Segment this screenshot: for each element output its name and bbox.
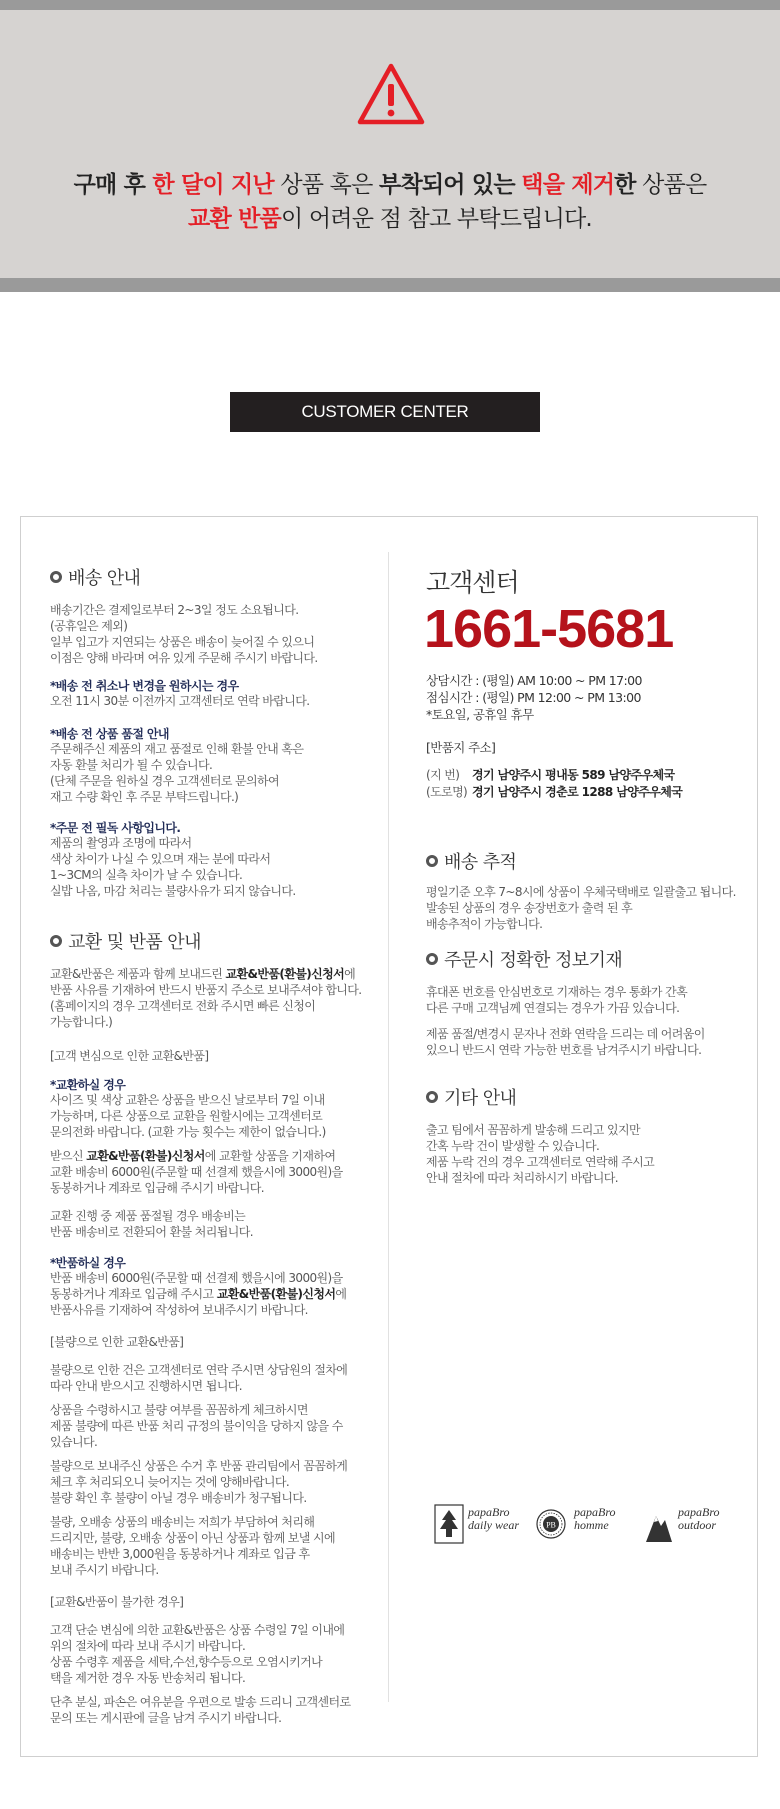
- shipping-cancel-heading: *배송 전 취소나 변경을 원하시는 경우: [50, 679, 239, 693]
- address-value: 경기 남양주시 경춘로 1288 남양주우체국: [472, 785, 683, 799]
- banner-highlight: 택을 제거: [521, 172, 615, 198]
- section-title-exchange: [50, 928, 201, 954]
- banner-bold: 부착되어 있는: [379, 172, 515, 198]
- brand-logo-daily-wear: [434, 1502, 526, 1546]
- section-title-text: 교환 및 반품 안내: [68, 932, 201, 953]
- section-title-shipping: [50, 564, 140, 590]
- customer-center-phone: 1661-5681: [424, 599, 674, 659]
- section-title-text: 주문시 정확한 정보기재: [444, 950, 623, 971]
- return-text: [50, 1270, 346, 1318]
- order-info-text-2: 제품 품절/변경시 문자나 전화 연락을 드리는 데 어려움이 있으니 반드시 연락 가능한 번호를 남겨주시기 바랍니다.: [426, 1027, 705, 1057]
- svg-text:PB: PB: [546, 1520, 556, 1530]
- address-label: (지 번): [426, 768, 460, 782]
- shipping-cancel-text: 오전 11시 30분 이전까지 고객센터로 연락 바랍니다.: [50, 694, 310, 708]
- exchange-form-text: [50, 1148, 343, 1196]
- address-value: 경기 남양주시 평내동 589 남양주우체국: [472, 768, 675, 782]
- defect-text-4: 불량, 오배송 상품의 배송비는 저희가 부담하여 처리해 드리지만, 불량, 오배송 상품이 아닌 상품과 함께 보낼 시에 배송비는 반반 3,000원을 동봉하거나 계좌로 입금 후 보내 주시기 바랍니다.: [50, 1515, 335, 1577]
- circle-bullet-icon: [426, 855, 438, 867]
- customer-center-header: CUSTOMER CENTER: [230, 392, 540, 432]
- banner-text: 구매 후: [73, 172, 153, 198]
- tree-logo-icon: [434, 1504, 464, 1544]
- defect-text-2: 상품을 수령하시고 불량 여부를 꼼꼼하게 체크하시면 제품 불량에 따른 반품 처리 규정의 불이익을 당하지 않을 수 있습니다.: [50, 1403, 343, 1449]
- text-span: 에 반품사유를 기재하여 작성하여 보내주시기 바랍니다.: [50, 1287, 347, 1317]
- shipping-notice-text: 제품의 촬영과 조명에 따라서 색상 차이가 나실 수 있으며 재는 분에 따라서 1~3CM의 실측 차이가 날 수 있습니다. 실밥 나옴, 마감 처리는 불량사유가 되지 않습니다.: [50, 836, 296, 898]
- return-address-jibun: [426, 766, 674, 783]
- circle-bullet-icon: [426, 1091, 438, 1103]
- exchange-text: 사이즈 및 색상 교환은 상품을 받으신 날로부터 7일 이내 가능하며, 다른 상품으로 교환을 원할시에는 고객센터로 문의전화 바랍니다. (교환 가능 횟수는 제한이 없습니다.): [50, 1093, 326, 1139]
- circle-bullet-icon: [426, 953, 438, 965]
- defect-text-1: 불량으로 인한 건은 고객센터로 연락 주시면 상담원의 절차에 따라 안내 받으시고 진행하시면 됩니다.: [50, 1363, 348, 1393]
- exchange-category-not-allowed: [교환&반품이 불가한 경우]: [50, 1595, 184, 1609]
- customer-center-title: 고객센터: [426, 568, 519, 597]
- customer-center-hours: 상담시간 : (평일) AM 10:00 ~ PM 17:00 점심시간 : (평일) PM 12:00 ~ PM 13:00 *토요일, 공휴일 휴무: [426, 673, 642, 722]
- section-title-text: 배송 추적: [444, 852, 517, 873]
- section-title-other: [426, 1084, 516, 1110]
- banner-text: 상품 혹은: [273, 172, 380, 198]
- shipping-period-text: 배송기간은 결제일로부터 2~3일 정도 소요됩니다. (공휴일은 제외) 일부 입고가 지연되는 상품은 배송이 늦어질 수 있으니 이점은 양해 바라며 여유 있게 주문해 주시기 바랍니다.: [50, 603, 318, 665]
- text-span: 교환&반품은 제품과 함께 보내드린: [50, 967, 226, 981]
- banner-highlight: 교환 반품: [188, 206, 281, 232]
- banner-notice-line-2: [0, 200, 780, 233]
- exchange-soldout-text: 교환 진행 중 제품 품절될 경우 배송비는 반품 배송비로 전환되어 환불 처리됩니다.: [50, 1209, 253, 1239]
- return-address-title: [반품지 주소]: [426, 740, 496, 755]
- shipping-soldout-text: 주문해주신 제품의 재고 품절로 인해 환불 안내 혹은 자동 환불 처리가 될 수 있습니다. (단체 주문을 원하실 경우 고객센터로 문의하여 재고 수량 확인 후 주문 부탁드립니다.): [50, 742, 304, 804]
- banner-text: 상품은: [635, 172, 707, 198]
- form-name: 교환&반품(환불)신청서: [216, 1287, 336, 1301]
- text-span: 반품 배송비 6000원(주문할 때 선결제 했을시에 3000원)을 동봉하거나 계좌로 입금해 주시고: [50, 1271, 343, 1301]
- circle-bullet-icon: [50, 935, 62, 947]
- banner-bold: 한: [614, 172, 636, 198]
- banner-top-strip: [0, 0, 780, 10]
- address-label: (도로명): [426, 785, 468, 799]
- section-title-tracking: [426, 848, 516, 874]
- column-divider: [388, 552, 389, 1702]
- banner-highlight: 한 달이 지난: [152, 172, 274, 198]
- not-allowed-text-1: 고객 단순 변심에 의한 교환&반품은 상품 수령일 7일 이내에 위의 절차에 따라 보내 주시기 바랍니다. 상품 수령후 제품을 세탁,수선,향수등으로 오염시키거나 택을 제거한 경우 자동 반송처리 됩니다.: [50, 1623, 345, 1685]
- brand-logo-homme: [534, 1502, 626, 1546]
- not-allowed-text-2: 단추 분실, 파손은 여유분을 우편으로 발송 드리니 고객센터로 문의 또는 게시판에 글을 남겨 주시기 바랍니다.: [50, 1695, 351, 1725]
- warning-banner: [0, 10, 780, 278]
- circle-bullet-icon: [50, 571, 62, 583]
- section-title-order-info: [426, 946, 622, 972]
- other-info-text: 출고 팀에서 꼼꼼하게 발송해 드리고 있지만 간혹 누락 건이 발생할 수 있습니다. 제품 누락 건의 경우 고객센터로 연락해 주시고 안내 절차에 따라 처리하시기 바랍니다.: [426, 1123, 655, 1185]
- banner-notice-line-1: [0, 166, 780, 199]
- section-title-text: 기타 안내: [444, 1088, 517, 1109]
- return-heading: *반품하실 경우: [50, 1256, 126, 1270]
- brand-name: papaBro outdoor: [678, 1505, 720, 1532]
- exchange-heading: *교환하실 경우: [50, 1078, 126, 1092]
- brand-logo-outdoor: [644, 1502, 736, 1546]
- banner-bottom-strip: [0, 278, 780, 292]
- warning-triangle-icon: [356, 62, 426, 126]
- exchange-intro-text: [50, 966, 362, 1030]
- section-title-text: 배송 안내: [68, 568, 141, 589]
- text-span: 에 교환할 상품을 기재하여 교환 배송비 6000원(주문할 때 선결제 했을시에 3000원)을 동봉하거나 계좌로 입금해 주시기 바랍니다.: [50, 1149, 343, 1195]
- banner-text: 이 어려운 점 참고 부탁드립니다.: [280, 206, 592, 232]
- exchange-category-defect: [불량으로 인한 교환&반품]: [50, 1335, 184, 1349]
- shipping-notice-heading: *주문 전 필독 사항입니다.: [50, 821, 181, 835]
- text-span: 받으신: [50, 1149, 87, 1163]
- shipping-soldout-heading: *배송 전 상품 품절 안내: [50, 727, 169, 741]
- order-info-text-1: 휴대폰 번호를 안심번호로 기재하는 경우 통화가 간혹 다른 구매 고객님께 연결되는 경우가 가끔 있습니다.: [426, 985, 688, 1015]
- return-address-road: [426, 783, 682, 800]
- form-name: 교환&반품(환불)신청서: [86, 1149, 205, 1163]
- brand-name: papaBro daily wear: [468, 1505, 519, 1532]
- brand-name: papaBro homme: [574, 1505, 616, 1532]
- mountain-logo-icon: [644, 1504, 674, 1544]
- exchange-category-change-of-mind: [고객 변심으로 인한 교환&반품]: [50, 1049, 209, 1063]
- form-name: 교환&반품(환불)신청서: [225, 967, 345, 981]
- pb-seal-logo-icon: [532, 1504, 570, 1544]
- text-span: 에 반품 사유를 기재하여 반드시 반품지 주소로 보내주셔야 합니다. (홈페이지의 경우 고객센터로 전화 주시면 빠른 신청이 가능합니다.): [50, 967, 362, 1029]
- defect-text-3: 불량으로 보내주신 상품은 수거 후 반품 관리팀에서 꼼꼼하게 체크 후 처리되오니 늦어지는 것에 양해바랍니다. 불량 확인 후 불량이 아닐 경우 배송비가 청구됩니다.: [50, 1459, 348, 1505]
- tracking-text: 평일기준 오후 7~8시에 상품이 우체국택배로 일괄출고 됩니다. 발송된 상품의 경우 송장번호가 출력 된 후 배송추적이 가능합니다.: [426, 885, 736, 931]
